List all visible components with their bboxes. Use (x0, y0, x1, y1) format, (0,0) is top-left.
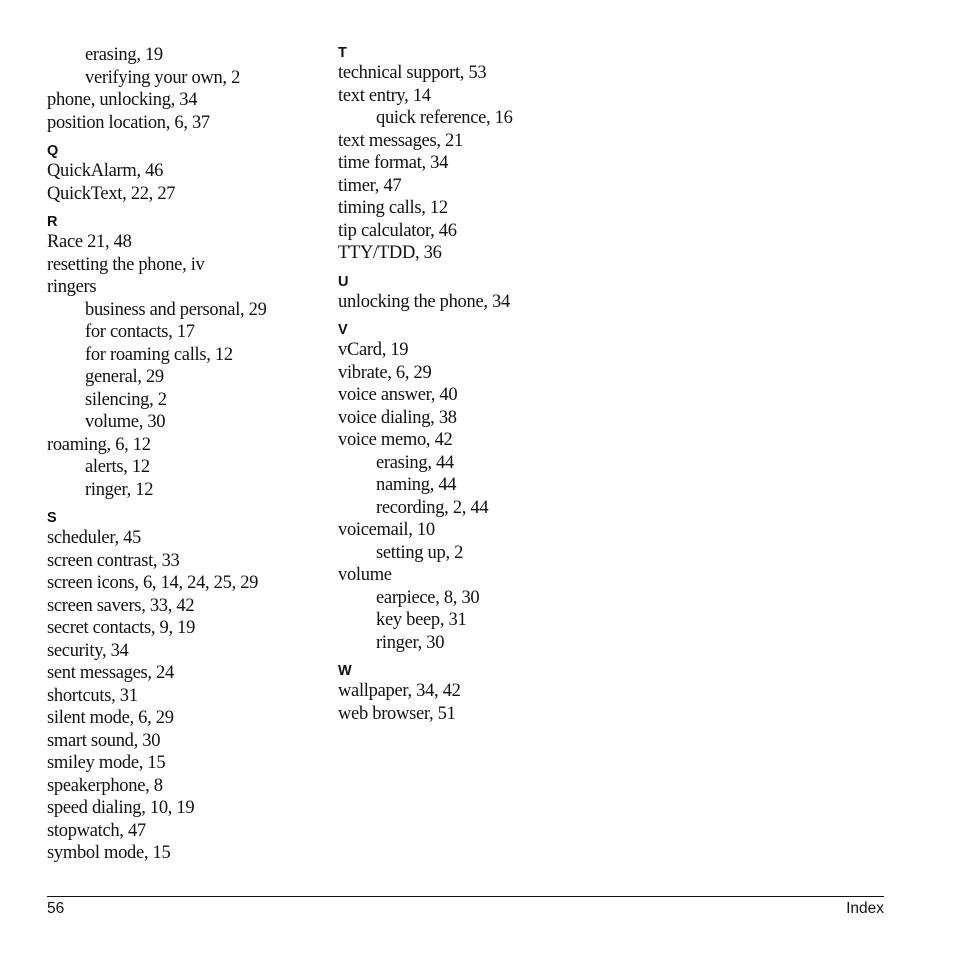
index-subentry: alerts, 12 (85, 457, 150, 477)
index-entry: speed dialing, 10, 19 (47, 798, 195, 818)
index-entry: text entry, 14 (338, 85, 431, 106)
index-subentry: erasing, 44 (376, 452, 454, 473)
index-subentry: volume, 30 (85, 412, 166, 432)
index-entry: scheduler, 45 (47, 528, 141, 548)
index-entry: volume (338, 565, 392, 585)
index-entry: screen contrast, 33 (47, 550, 180, 571)
footer-section-title: Index (846, 900, 884, 917)
index-letter-heading: R (47, 214, 58, 230)
index-subentry: ringer, 12 (85, 479, 154, 500)
index-entry: shortcuts, 31 (47, 685, 138, 706)
index-entry: stopwatch, 47 (47, 820, 146, 841)
index-entry: position location, 6, 37 (47, 112, 210, 133)
index-entry: screen icons, 6, 14, 24, 25, 29 (47, 573, 259, 593)
index-entry: roaming, 6, 12 (47, 434, 151, 455)
index-entry: unlocking the phone, 34 (338, 291, 510, 312)
index-letter-heading: T (338, 45, 347, 61)
index-subentry: recording, 2, 44 (376, 497, 489, 518)
index-letter-heading: V (338, 322, 348, 338)
index-entry: sent messages, 24 (47, 663, 174, 683)
index-subentry: naming, 44 (376, 475, 457, 495)
index-subentry: key beep, 31 (376, 610, 467, 630)
index-letter-heading: Q (47, 143, 59, 159)
index-entry: text messages, 21 (338, 130, 463, 151)
index-letter-heading: S (47, 510, 57, 526)
index-entry: smiley mode, 15 (47, 753, 166, 773)
index-subentry: earpiece, 8, 30 (376, 587, 480, 608)
index-subentry: erasing, 19 (85, 45, 163, 65)
index-subentry: quick reference, 16 (376, 108, 513, 128)
index-entry: QuickText, 22, 27 (47, 183, 176, 204)
index-entry: symbol mode, 15 (47, 843, 171, 863)
index-entry: voice memo, 42 (338, 430, 453, 450)
index-entry: technical support, 53 (338, 63, 487, 83)
index-entry: silent mode, 6, 29 (47, 708, 174, 728)
index-entry: ringers (47, 277, 97, 297)
index-subentry: general, 29 (85, 367, 164, 387)
index-entry: timer, 47 (338, 175, 402, 196)
index-entry: vibrate, 6, 29 (338, 362, 432, 383)
index-entry: voice dialing, 38 (338, 407, 457, 428)
index-entry: timing calls, 12 (338, 198, 448, 218)
index-column-2 (338, 44, 638, 725)
index-subentry: for contacts, 17 (85, 322, 195, 342)
index-entry: security, 34 (47, 640, 129, 661)
index-entry: vCard, 19 (338, 340, 409, 360)
index-entry: time format, 34 (338, 153, 449, 173)
index-entry: Race 21, 48 (47, 232, 132, 252)
index-subentry: silencing, 2 (85, 389, 167, 410)
index-subentry: verifying your own, 2 (85, 67, 241, 88)
index-subentry: setting up, 2 (376, 542, 464, 563)
index-subentry: for roaming calls, 12 (85, 344, 233, 365)
index-entry: tip calculator, 46 (338, 220, 457, 241)
index-letter-heading: W (338, 663, 352, 679)
index-entry: screen savers, 33, 42 (47, 595, 195, 616)
index-entry: voicemail, 10 (338, 520, 435, 540)
index-entry: web browser, 51 (338, 703, 456, 724)
index-entry: secret contacts, 9, 19 (47, 618, 196, 638)
index-column-1 (47, 44, 327, 865)
index-entry: phone, unlocking, 34 (47, 90, 198, 110)
index-letter-heading: U (338, 273, 349, 290)
index-entry: TTY/TDD, 36 (338, 243, 442, 263)
index-entry: wallpaper, 34, 42 (338, 681, 461, 701)
index-subentry: business and personal, 29 (85, 299, 267, 320)
index-entry: QuickAlarm, 46 (47, 161, 164, 181)
footer-rule (47, 896, 884, 897)
index-entry: resetting the phone, iv (47, 254, 205, 275)
index-entry: speakerphone, 8 (47, 775, 163, 796)
index-entry: voice answer, 40 (338, 385, 458, 405)
page-number: 56 (47, 900, 65, 917)
index-subentry: ringer, 30 (376, 632, 445, 653)
index-entry: smart sound, 30 (47, 730, 161, 751)
